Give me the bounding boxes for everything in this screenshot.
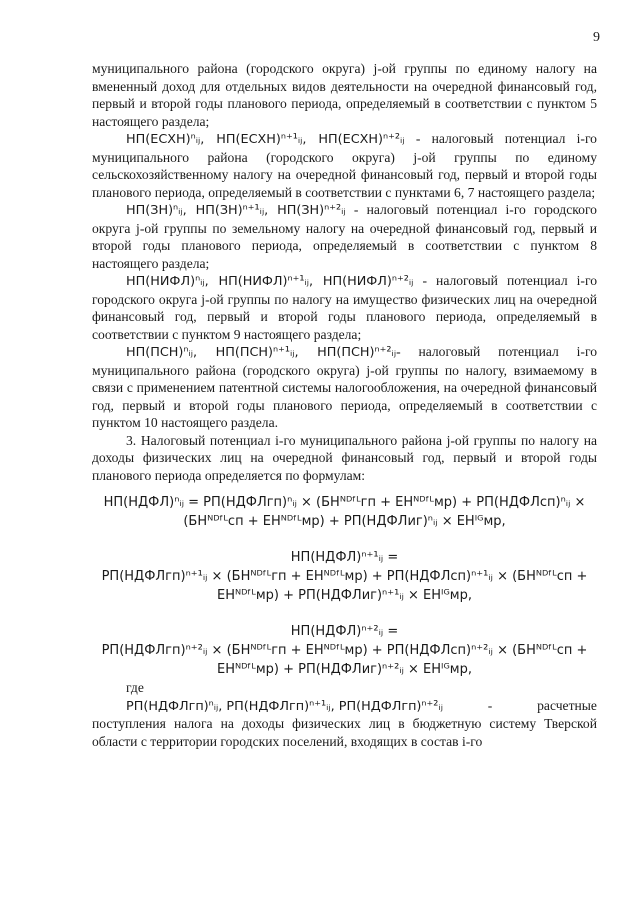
formula-line: РП(НДФЛгп)ⁿ⁺²ᵢⱼ × (БНᴺᴰᶠᴸгп + ЕНᴺᴰᶠᴸмр) + РП(НДФЛсп)ⁿ⁺²ᵢⱼ × (БНᴺᴰᶠᴸсп + [101, 643, 588, 658]
text-psn: - налоговый потенциал i-го муниципального района (городского округа) j-ой группы по налогу, взимаемому в связи с применением патентной системы налогообложения, на очередной финансовый год, первый и второй годы планового периода, определяемый в соответствии с пунктом 10 настоящего раздела. [92, 344, 597, 430]
formula-zn: НП(ЗН)ⁿᵢⱼ, НП(ЗН)ⁿ⁺¹ᵢⱼ, НП(ЗН)ⁿ⁺²ᵢⱼ [126, 203, 346, 218]
paragraph-esxn [92, 130, 597, 201]
text-esxn: - налоговый потенциал i-го муниципального района (городского округа) j-ой группы по единому сельскохозяйственному налогу на очередной финансовый год, первый и второй годы планового периода, определяемый в соответствии с пунктами 6, 7 настоящего раздела; [92, 131, 597, 200]
formula-ndfl-n2 [92, 622, 597, 679]
formula-psn: НП(ПСН)ⁿᵢⱼ, НП(ПСН)ⁿ⁺¹ᵢⱼ, НП(ПСН)ⁿ⁺²ᵢⱼ [126, 345, 397, 360]
paragraph-zn [92, 201, 597, 272]
rp-definition-lead [92, 697, 597, 716]
text-nifl: - налоговый потенциал i-го городского округа j-ой группы по налогу на имущество физических лиц на очередной финансовый год, первый и второй годы планового периода, определяемый в соответствии с пунктом 9 настоящего раздела; [92, 273, 597, 342]
text-rp: поступления налога на доходы физических лиц в бюджетную систему Тверской области с территории городских поселений, входящих в состав i-го [92, 716, 597, 749]
formula-line: ЕНᴺᴰᶠᴸмр) + РП(НДФЛиг)ⁿ⁺²ᵢⱼ × ЕНᴵᴳмр, [217, 662, 472, 677]
formula-esxn: НП(ЕСХН)ⁿᵢⱼ, НП(ЕСХН)ⁿ⁺¹ᵢⱼ, НП(ЕСХН)ⁿ⁺²ᵢⱼ [126, 132, 405, 147]
paragraph-psn [92, 343, 597, 432]
text-zn: - налоговый потенциал i-го городского округа j-ой группы по земельному налогу на очередной финансовый год, первый и второй годы планового периода, определяемый в соответствии с пунктом 8 настоящего раздела; [92, 202, 597, 271]
formula-line: ЕНᴺᴰᶠᴸмр) + РП(НДФЛиг)ⁿ⁺¹ᵢⱼ × ЕНᴵᴳмр, [217, 588, 472, 603]
formula-rp: РП(НДФЛгп)ⁿᵢⱼ, РП(НДФЛгп)ⁿ⁺¹ᵢⱼ, РП(НДФЛгп)ⁿ⁺²ᵢⱼ [126, 698, 443, 714]
formula-line: НП(НДФЛ)ⁿ⁺²ᵢⱼ = [290, 624, 399, 639]
page-number: 9 [593, 30, 600, 45]
rp-dash: - [487, 697, 493, 713]
formula-line: РП(НДФЛгп)ⁿ⁺¹ᵢⱼ × (БНᴺᴰᶠᴸгп + ЕНᴺᴰᶠᴸмр) + РП(НДФЛсп)ⁿ⁺¹ᵢⱼ × (БНᴺᴰᶠᴸсп + [101, 569, 588, 584]
formula-line: НП(НДФЛ)ⁿᵢⱼ = РП(НДФЛгп)ⁿᵢⱼ × (БНᴺᴰᶠᴸгп + ЕНᴺᴰᶠᴸмр) + РП(НДФЛсп)ⁿᵢⱼ × [103, 495, 586, 510]
formula-ndfl-n1 [92, 548, 597, 605]
rp-lead-word: расчетные [537, 697, 597, 713]
document-body [92, 60, 597, 750]
formula-nifl: НП(НИФЛ)ⁿᵢⱼ, НП(НИФЛ)ⁿ⁺¹ᵢⱼ, НП(НИФЛ)ⁿ⁺²ᵢⱼ [126, 274, 414, 289]
formula-line: (БНᴺᴰᶠᴸсп + ЕНᴺᴰᶠᴸмр) + РП(НДФЛиг)ⁿᵢⱼ × ЕНᴵᴳмр, [183, 514, 506, 529]
formula-ndfl-n [92, 493, 597, 531]
paragraph-intro: муниципального района (городского округа) j-ой группы по единому налогу на вмененный доход для отдельных видов деятельности на очередной финансовый год, первый и второй годы планового периода, определяемый в соответствии с пунктом 5 настоящего раздела; [92, 61, 597, 129]
where-label: где [126, 680, 144, 695]
paragraph-nifl [92, 272, 597, 343]
paragraph-3: 3. Налоговый потенциал i-го муниципального района j-ой группы по налогу на доходы физических лиц на очередной финансовый год, первый и второй годы планового периода определяется по формулам: [92, 432, 597, 483]
formula-line: НП(НДФЛ)ⁿ⁺¹ᵢⱼ = [290, 550, 399, 565]
